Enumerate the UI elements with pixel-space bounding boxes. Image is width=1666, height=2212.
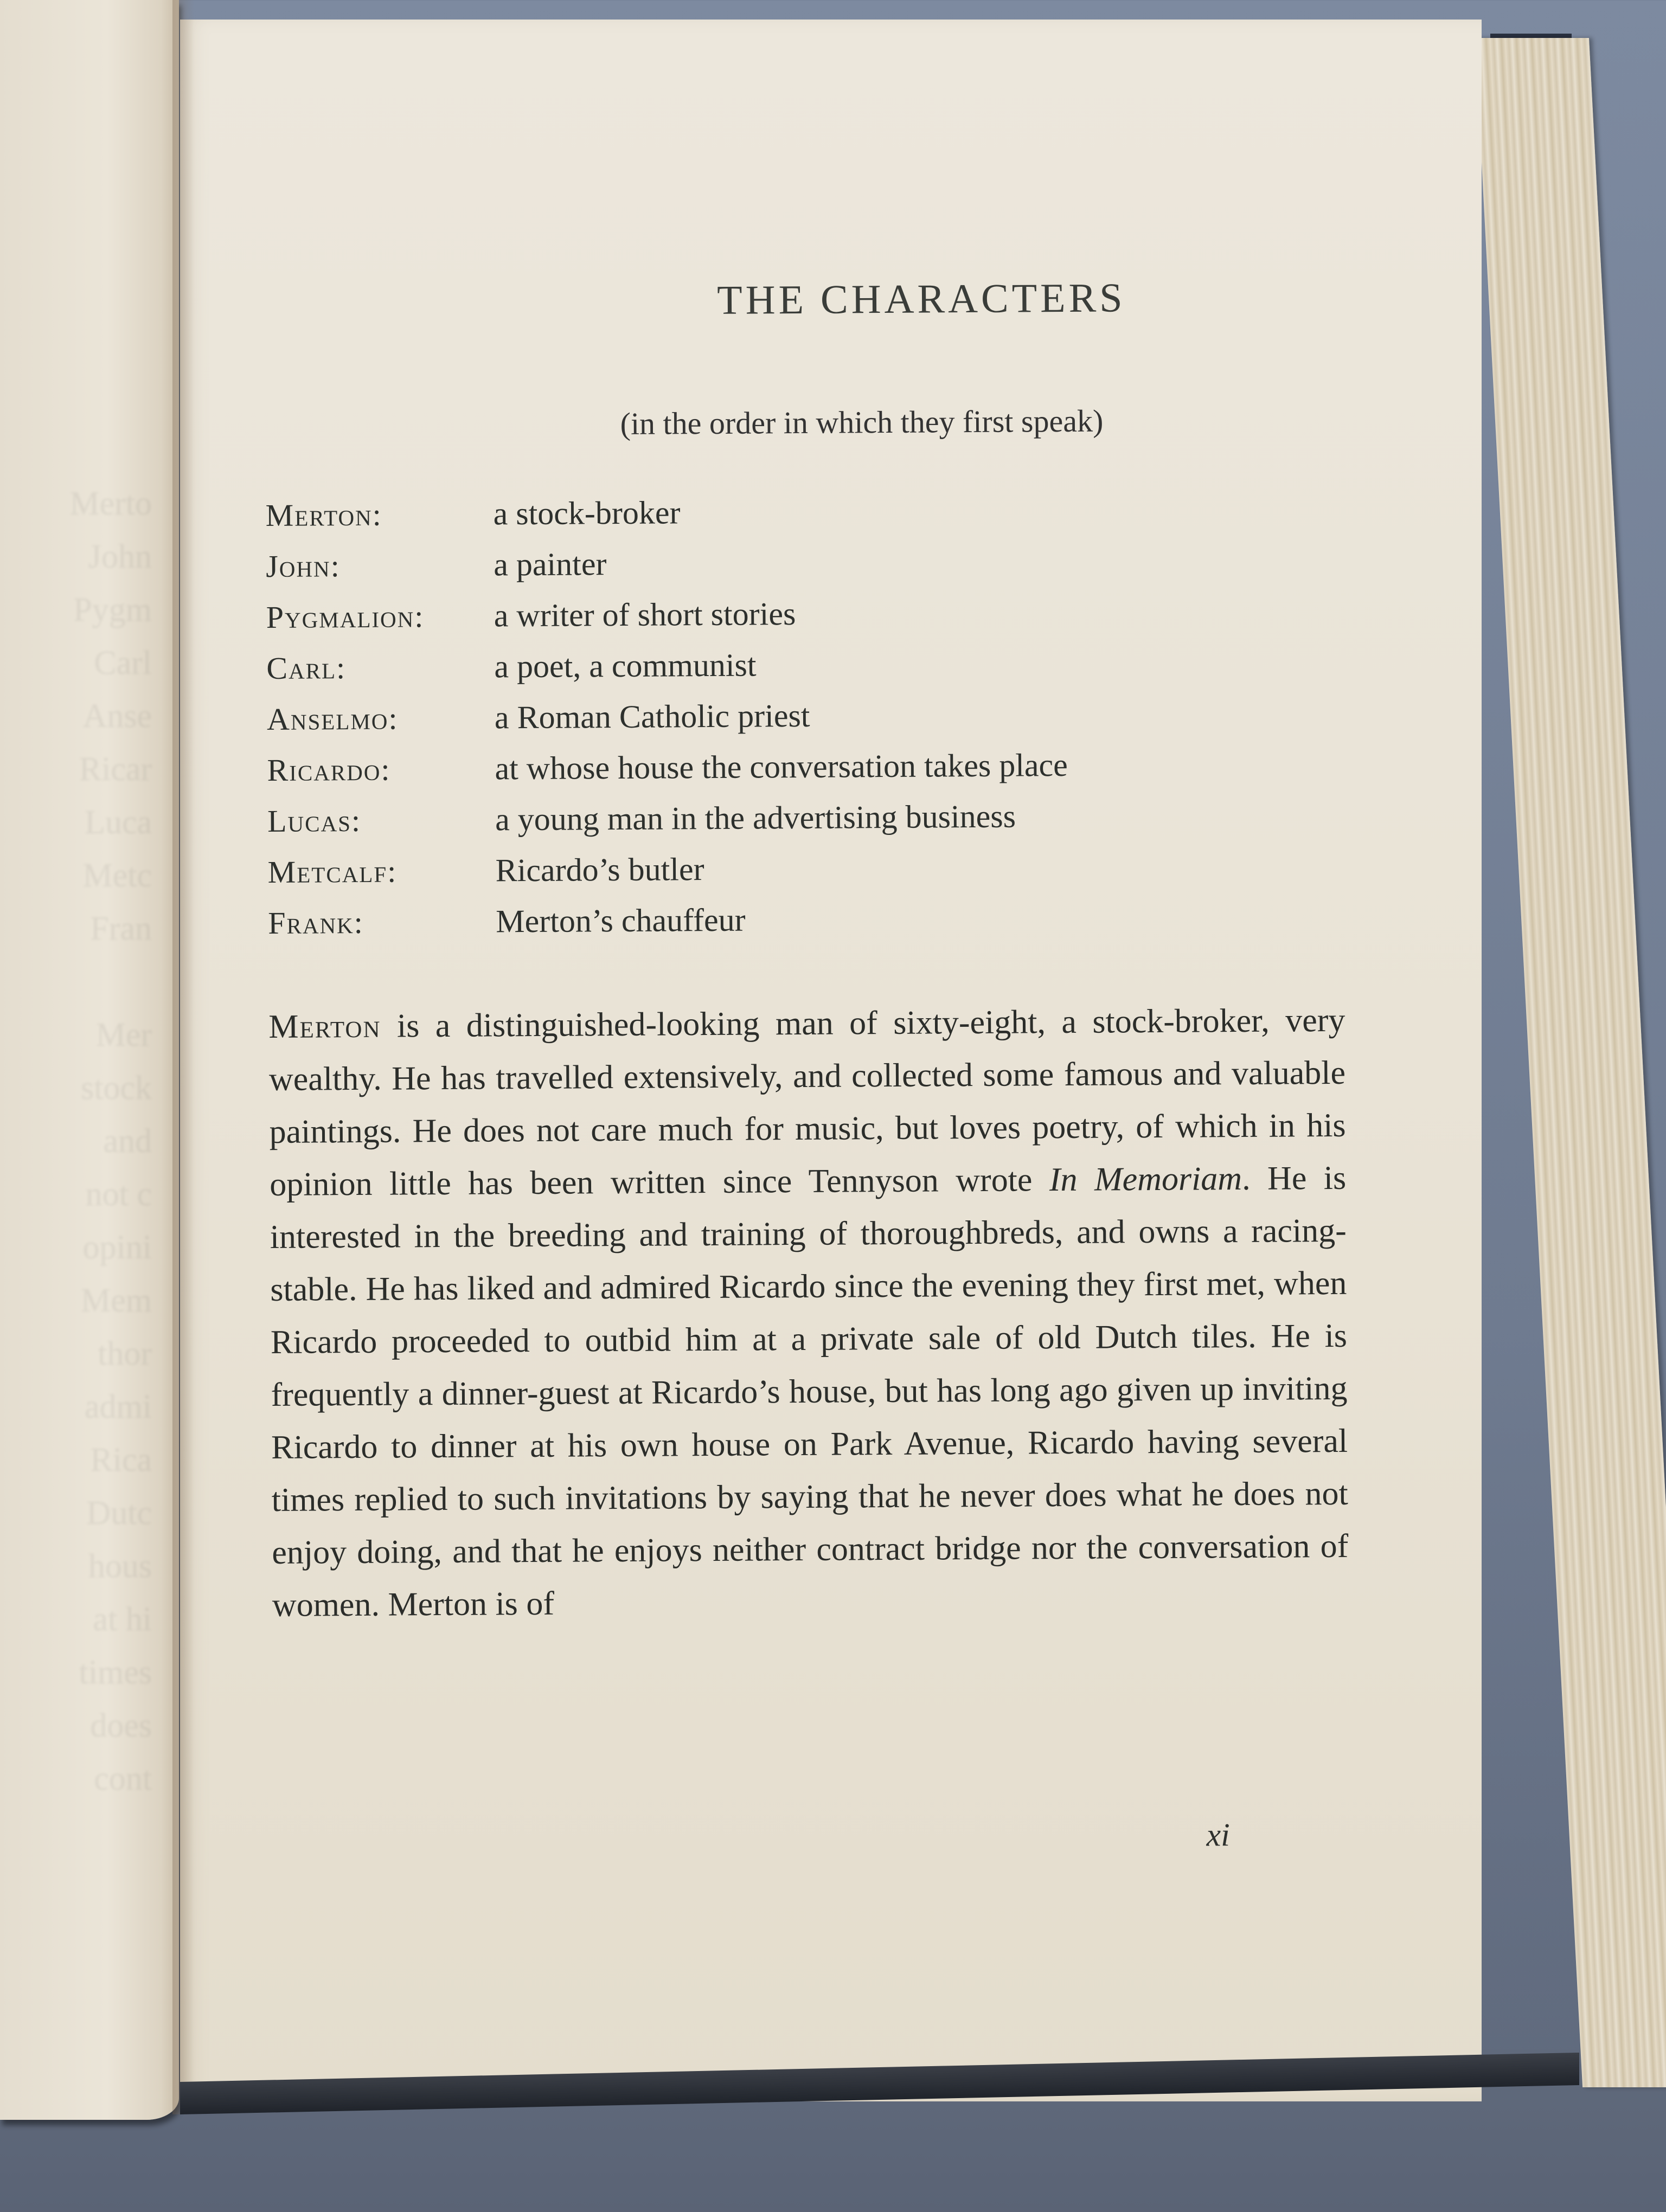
ghost-line: Dutc bbox=[86, 1495, 152, 1532]
character-description: a poet, a communist bbox=[494, 647, 757, 685]
ghost-line: admi bbox=[85, 1388, 152, 1425]
page-text-block bbox=[264, 273, 1376, 1853]
ghost-line: Anse bbox=[82, 698, 152, 735]
character-row bbox=[267, 848, 1068, 904]
gutter-shadow bbox=[172, 0, 194, 2114]
character-name: Carl: bbox=[266, 650, 347, 686]
character-description: a painter bbox=[494, 546, 607, 583]
ghost-line: cont bbox=[94, 1760, 152, 1797]
paragraph-text-1: is a distinguished-looking man of sixty-eight, a stock-broker, very wealthy. He has travelled extensively, and collected some famous and valuable paintings. He does not care much for music, but loves poetry, of which in his opinion little has been written since Tennyson wrote bbox=[268, 1001, 1346, 1203]
page-title: THE CHARACTERS bbox=[716, 275, 1126, 323]
character-row bbox=[266, 594, 1067, 650]
character-description: a writer of short stories bbox=[494, 596, 796, 634]
ghost-line: John bbox=[88, 538, 152, 575]
ghost-line: Mer bbox=[95, 1017, 152, 1053]
ghost-line: Fran bbox=[90, 910, 152, 947]
character-description: a young man in the advertising business bbox=[495, 798, 1016, 838]
character-row bbox=[268, 899, 1069, 955]
left-page-bleed-through bbox=[11, 477, 152, 1805]
ghost-line: hous bbox=[88, 1548, 152, 1585]
ghost-line: and bbox=[103, 1123, 152, 1160]
ghost-line: Metc bbox=[82, 857, 152, 894]
character-name: Ricardo: bbox=[267, 751, 391, 788]
ghost-line: Ricar bbox=[79, 751, 152, 788]
character-row bbox=[267, 798, 1068, 853]
page-block-edges bbox=[1475, 38, 1666, 2087]
ghost-line bbox=[11, 955, 152, 1008]
ghost-line: Merto bbox=[69, 485, 152, 522]
italic-title: In Memoriam bbox=[1049, 1160, 1242, 1199]
ghost-line: does bbox=[90, 1707, 152, 1744]
character-name: Pygmalion: bbox=[266, 599, 425, 635]
character-name: Merton: bbox=[265, 497, 382, 533]
page-subtitle: (in the order in which they first speak) bbox=[620, 403, 1104, 441]
character-row bbox=[265, 492, 1066, 548]
ghost-line: thor bbox=[98, 1335, 152, 1372]
page-number: xi bbox=[1206, 1817, 1231, 1853]
right-page bbox=[180, 20, 1482, 2101]
ghost-line: Rica bbox=[90, 1442, 152, 1478]
character-description: a Roman Catholic priest bbox=[494, 697, 810, 736]
character-name: Anselmo: bbox=[266, 700, 399, 737]
paragraph-text-2: . He is interested in the breeding and training of thoroughbreds, and owns a racing-stable. He has liked and admired Ricardo since the evening they first met, when Ricardo proceeded to outbid him at a private sale of old Dutch tiles. He is frequently a dinner-guest at Ricardo’s house, but has long ago given up inviting Ricardo to dinner at his own house on Park Avenue, Ricardo having several times replied to such invitations by saying that he never does what he does not enjoy doing, and that he enjoys neither contract bridge nor the conversation of women. Merton is of bbox=[270, 1159, 1349, 1624]
ghost-line: opini bbox=[82, 1229, 152, 1266]
ghost-line: Luca bbox=[85, 804, 152, 841]
character-row bbox=[267, 696, 1068, 751]
ghost-line: times bbox=[79, 1654, 152, 1691]
ghost-line: stock bbox=[81, 1070, 152, 1107]
lead-name: Merton bbox=[268, 1007, 381, 1045]
character-name: Metcalf: bbox=[267, 853, 398, 890]
character-list bbox=[265, 492, 1068, 955]
character-row bbox=[266, 543, 1067, 599]
ghost-line: at hi bbox=[93, 1601, 152, 1638]
character-description: at whose house the conversation takes place bbox=[495, 747, 1068, 787]
ghost-line: Carl bbox=[94, 645, 152, 681]
character-row bbox=[266, 645, 1067, 700]
character-name: Frank: bbox=[268, 904, 364, 941]
ghost-line: not c bbox=[85, 1176, 152, 1213]
ghost-line: Pygm bbox=[73, 591, 152, 628]
character-description: Ricardo’s butler bbox=[495, 851, 704, 889]
character-row bbox=[267, 747, 1068, 802]
ghost-line: Mem bbox=[81, 1282, 152, 1319]
character-name: John: bbox=[266, 548, 341, 584]
character-name: Lucas: bbox=[267, 802, 362, 839]
character-description: Merton’s chauffeur bbox=[496, 902, 746, 940]
left-page bbox=[0, 0, 179, 2120]
character-description: a stock-broker bbox=[493, 494, 681, 532]
character-description-paragraph bbox=[268, 994, 1349, 1632]
